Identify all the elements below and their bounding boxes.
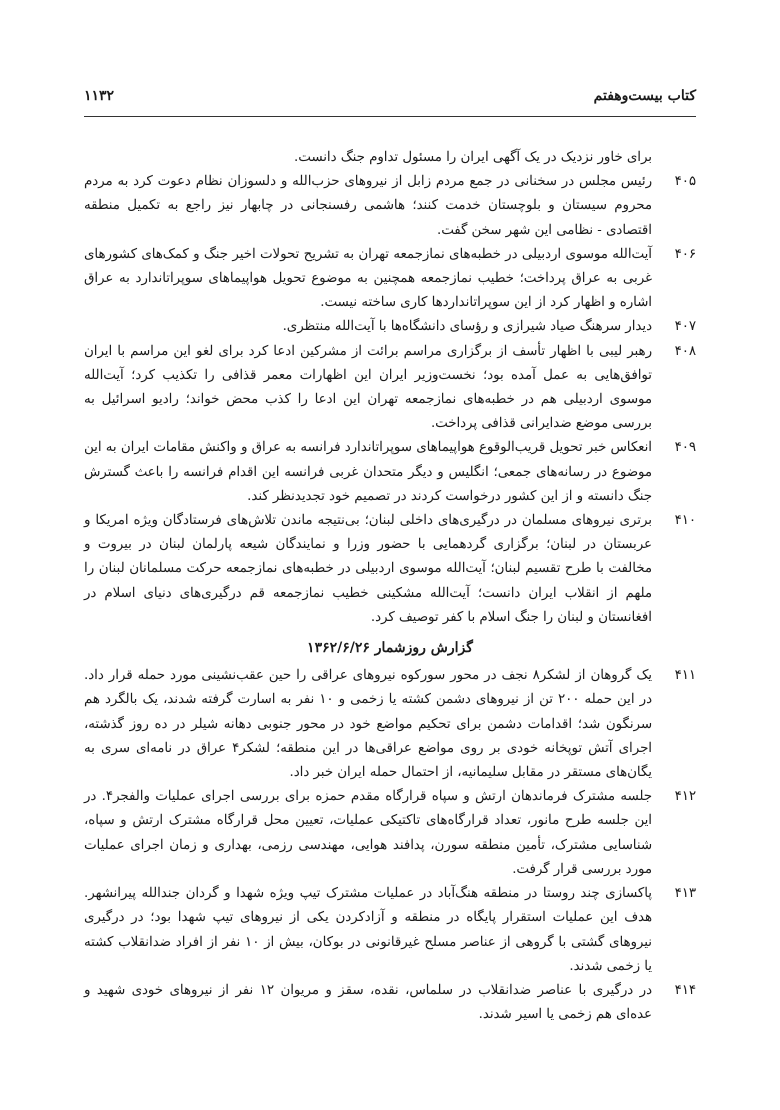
entry-text: آیت‌الله موسوی اردبیلی در خطبه‌های نمازجمعه تهران به تشریح تحولات اخیر جنگ و کمک‌های کشورهای غربی به عراق پرداخت؛ خطیب نمازجمعه همچنین به موضوع تحویل هواپیماهای سوپراتاندارد به عراق اشاره و اظهار کرد از این سوپراتاندارد‌ها کاری ساخته نیست. — [84, 246, 652, 311]
entry-number: ۴۰۵ — [674, 174, 696, 190]
entry-text: یک گروهان از لشکر۸ نجف در محور سورکوه نیروهای عراقی را حین عقب‌نشینی مورد حمله قرار داد. در این حمله ۲۰۰ تن از نیروهای دشمن کشته یا زخمی و ۱۰ نفر به اسارت گرفته شدند، یک بالگرد هم سرنگون شد؛ اقدامات دشمن برای تحکیم مواضع خود در محور جنوبی دهانه شیلر در ده روز گذشته، اجرای آتش توپخانه خودی بر روی مواضع عراقی‌ها در این منطقه؛ لشکر۴ عراق در نامه‌ای سری به یگان‌های مستقر در مقابل سلیمانیه، از احتمال حمله ایران خبر داد. — [84, 668, 652, 781]
entry-item — [84, 664, 696, 785]
entry-text: برتری نیروهای مسلمان در درگیری‌های داخلی لبنان؛ بی‌نتیجه ماندن تلاش‌های فرستادگان ویژه امریکا و عربستان در لبنان؛ برگزاری گردهمایی با حضور وزرا و نمایندگان شیعه پارلمان لبنان در بیروت و مخالفت با طرح تقسیم لبنان؛ آیت‌الله موسوی اردبیلی در خطبه‌های نمازجمعه حرکت مسلمانان لبنان را ملهم از انقلاب ایران دانست؛ آیت‌الله مشکینی خطیب نمازجمعه قم درگیری‌های دنیای اسلام در افغانستان و لبنان را جنگ اسلام با کفر توصیف کرد. — [84, 513, 652, 625]
page-number: ۱۱۳۲ — [84, 88, 115, 104]
body-text — [84, 146, 696, 1027]
entry-item — [84, 340, 696, 437]
entry-number: ۴۰۹ — [674, 440, 696, 456]
entry-number: ۴۰۷ — [674, 319, 696, 335]
entry-number: ۴۱۴ — [674, 982, 696, 998]
entry-number: ۴۱۱ — [674, 668, 696, 684]
entry-text: انعکاس خبر تحویل قریب‌الوقوع هواپیماهای سوپراتاندارد فرانسه به عراق و واکنش مقامات ایران به این موضوع در رسانه‌های جمعی؛ انگلیس و دیگر متحدان غربی فرانسه این اقدام فرانسه را باعث گسترش جنگ دانسته و از این کشور درخواست کردند در تصمیم خود تجدیدنظر کند. — [84, 440, 652, 504]
entry-number: ۴۰۸ — [674, 343, 696, 359]
running-header — [84, 88, 696, 104]
entry-item — [84, 243, 696, 316]
entry-text: جلسه مشترک فرماندهان ارتش و سپاه قرارگاه مقدم حمزه برای بررسی اجرای عملیات والفجر۴. در این جلسه طرح مانور، تعداد قرارگاه‌های تاکتیکی عملیات، تعیین محل قرارگاه مشترک ارتش و سپاه، شناسایی مشترک، تأمین منطقه سورن، پدافند هوایی، مهندسی رزمی، بهداری و زمان اجرای عملیات مورد بررسی قرار گرفت. — [84, 789, 652, 877]
entry-item — [84, 436, 696, 509]
section-title: گزارش روزشمار ۱۳۶۲/۶/۲۶ — [307, 640, 473, 657]
header-rule — [84, 116, 696, 117]
entry-number: ۴۱۰ — [674, 513, 696, 529]
entry-item — [84, 170, 696, 243]
entry-number: ۴۰۶ — [674, 246, 696, 262]
entry-text: دیدار سرهنگ صیاد شیرازی و رؤسای دانشگاه‌ها با آیت‌الله منتظری. — [282, 319, 652, 335]
intro-paragraph: برای خاور نزدیک در یک آگهی ایران را مسئول تداوم جنگ دانست. — [294, 150, 652, 165]
entry-text: پاکسازی چند روستا در منطقه هنگ‌آباد در عملیات مشترک تیپ ویژه شهدا و گردان جندالله پیرانشهر. هدف این عملیات استقرار پایگاه در منطقه و آزادکردن یکی از نیروهای تیپ شهدا بود؛ در درگیری نیروهای گشتی با گروهی از عناصر مسلح غیرقانونی در بوکان، بیش از ۱۰ نفر از افراد ضدانقلاب کشته یا زخمی شدند. — [84, 886, 652, 974]
entry-item — [84, 315, 696, 339]
entry-text: رئیس مجلس در سخنانی در جمع مردم زابل از نیروهای حزب‌الله و دلسوزان نظام دعوت کرد به مردم محروم سیستان و بلوچستان خدمت کنند؛ هاشمی رفسنجانی در چابهار نیز راجع به تکمیل منطقه اقتصادی - نظامی این شهر سخن گفت. — [84, 174, 652, 238]
entry-text: در درگیری با عناصر ضدانقلاب در سلماس، نقده، سقز و مریوان ۱۲ نفر از نیروهای خودی شهید و عده‌ای هم زخمی یا اسیر شدند. — [84, 982, 652, 1023]
book-title: کتاب بیست‌وهفتم — [593, 88, 696, 104]
entry-list-b — [84, 664, 696, 1027]
entry-text: رهبر لیبی با اظهار تأسف از برگزاری مراسم برائت از مشرکین ادعا کرد برای لغو این مراسم با ایران توافق‌هایی به عمل آمده بود؛ نخست‌وزیر ایران این اظهارات معمر قذافی را تکذیب کرد؛ آیت‌الله موسوی اردبیلی هم در خطبه‌های نمازجمعه تهران این ادعا را کذب محض خواند؛ رادیو اسرائیل به بررسی موضع ضدایرانی قذافی پرداخت. — [84, 343, 652, 432]
entry-number: ۴۱۲ — [674, 789, 696, 805]
entry-item — [84, 979, 696, 1027]
entry-item — [84, 509, 696, 630]
entry-item — [84, 882, 696, 979]
entry-number: ۴۱۳ — [674, 886, 696, 902]
entry-list-a — [84, 170, 696, 630]
entry-item — [84, 785, 696, 882]
